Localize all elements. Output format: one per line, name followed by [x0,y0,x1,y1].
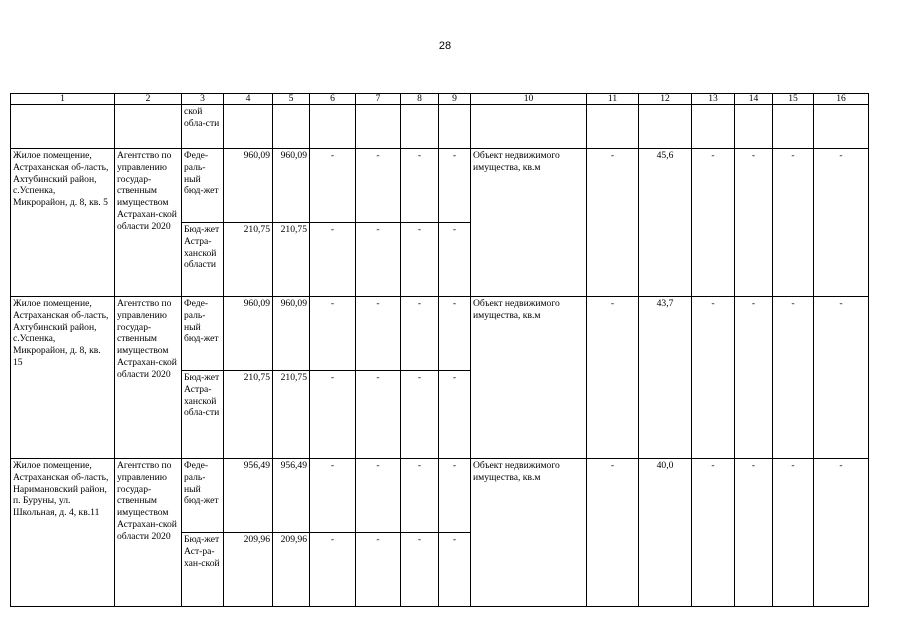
table-cell [773,105,814,149]
area-value: 43,7 [639,297,692,459]
table-row [11,297,869,371]
table-cell [11,105,115,149]
value-col7: - [356,371,401,459]
table-cell [587,105,639,149]
value-col16: - [814,297,869,459]
value-col8: - [401,371,439,459]
agency: Агентство по управлению государ-ственным имуществом Астрахан-ской области 2020 [115,149,182,297]
object-name: Жилое помещение, Астраханская об-ласть, Ахтубинский район, с.Успенка, Микрорайон, д. 8, кв. 5 [11,149,115,297]
value-col15: - [773,297,814,459]
value-col6: - [310,371,356,459]
col-header: 8 [401,94,439,105]
value-col14: - [735,459,773,607]
value-col9: - [439,459,471,533]
value-col4: 960,09 [224,297,273,371]
value-col8: - [401,297,439,371]
table-cell [310,105,356,149]
value-col8: - [401,149,439,223]
value-col16: - [814,459,869,607]
value-col11: - [587,297,639,459]
value-col8: - [401,459,439,533]
value-col5: 960,09 [273,297,310,371]
col-header: 5 [273,94,310,105]
continuation-row [11,105,869,149]
value-col7: - [356,459,401,533]
table-cell [439,105,471,149]
value-col11: - [587,459,639,607]
table-row [11,149,869,223]
value-col8: - [401,533,439,607]
value-col6: - [310,533,356,607]
value-col9: - [439,297,471,371]
value-col5: 956,49 [273,459,310,533]
table-row [11,459,869,533]
area-value: 40,0 [639,459,692,607]
value-col16: - [814,149,869,297]
value-col9: - [439,533,471,607]
value-col9: - [439,223,471,297]
object-type: Объект недвижимого имущества, кв.м [471,459,587,607]
value-col4: 956,49 [224,459,273,533]
fund-source: Бюд-жет Астра-ханской обла-сти [182,371,224,459]
fund-source: Бюд-жет Астра-ханской области [182,223,224,297]
table-cell [115,105,182,149]
table-cell [735,105,773,149]
object-type: Объект недвижимого имущества, кв.м [471,149,587,297]
value-col13: - [692,149,735,297]
value-col4: 210,75 [224,371,273,459]
col-header: 7 [356,94,401,105]
value-col9: - [439,371,471,459]
value-col7: - [356,223,401,297]
value-col7: - [356,297,401,371]
value-col4: 210,75 [224,223,273,297]
object-name: Жилое помещение, Астраханская об-ласть, Ахтубинский район, с.Успенка, Микрорайон, д. 8, кв. 15 [11,297,115,459]
fund-source: Бюд-жет Аст-ра-хан-ской [182,533,224,607]
value-col7: - [356,533,401,607]
value-col6: - [310,297,356,371]
value-col7: - [356,149,401,223]
value-col5: 210,75 [273,223,310,297]
area-value: 45,6 [639,149,692,297]
fund-source: Феде-раль-ный бюд-жет [182,297,224,371]
value-col15: - [773,149,814,297]
column-number-row [11,94,869,105]
object-name: Жилое помещение, Астраханская об-ласть, Наримановский район, п. Буруны, ул. Школьная, д. 4, кв.11 [11,459,115,607]
col-header: 6 [310,94,356,105]
col-header: 15 [773,94,814,105]
col-header: 1 [11,94,115,105]
col-header: 13 [692,94,735,105]
col-header: 4 [224,94,273,105]
value-col15: - [773,459,814,607]
object-type: Объект недвижимого имущества, кв.м [471,297,587,459]
value-col5: 209,96 [273,533,310,607]
col-header: 11 [587,94,639,105]
value-col4: 209,96 [224,533,273,607]
property-table [10,93,869,607]
col-header: 10 [471,94,587,105]
table-cell [401,105,439,149]
fund-source: Феде-раль-ный бюд-жет [182,459,224,533]
value-col14: - [735,297,773,459]
table-cell [814,105,869,149]
value-col8: - [401,223,439,297]
value-col9: - [439,149,471,223]
table-cell [356,105,401,149]
value-col5: 960,09 [273,149,310,223]
value-col13: - [692,297,735,459]
value-col6: - [310,459,356,533]
col-header: 16 [814,94,869,105]
value-col5: 210,75 [273,371,310,459]
table-cell [273,105,310,149]
col-header: 12 [639,94,692,105]
value-col13: - [692,459,735,607]
table-cell [639,105,692,149]
col-header: 14 [735,94,773,105]
col-header: 9 [439,94,471,105]
continuation-source: ской обла-сти [182,105,224,149]
page-number: 28 [438,40,452,52]
value-col14: - [735,149,773,297]
value-col11: - [587,149,639,297]
table-cell [471,105,587,149]
fund-source: Феде-раль-ный бюд-жет [182,149,224,223]
table-cell [224,105,273,149]
value-col6: - [310,149,356,223]
agency: Агентство по управлению государ-ственным имуществом Астрахан-ской области 2020 [115,459,182,607]
col-header: 2 [115,94,182,105]
value-col4: 960,09 [224,149,273,223]
col-header: 3 [182,94,224,105]
table-cell [692,105,735,149]
agency: Агентство по управлению государ-ственным имуществом Астрахан-ской области 2020 [115,297,182,459]
value-col6: - [310,223,356,297]
